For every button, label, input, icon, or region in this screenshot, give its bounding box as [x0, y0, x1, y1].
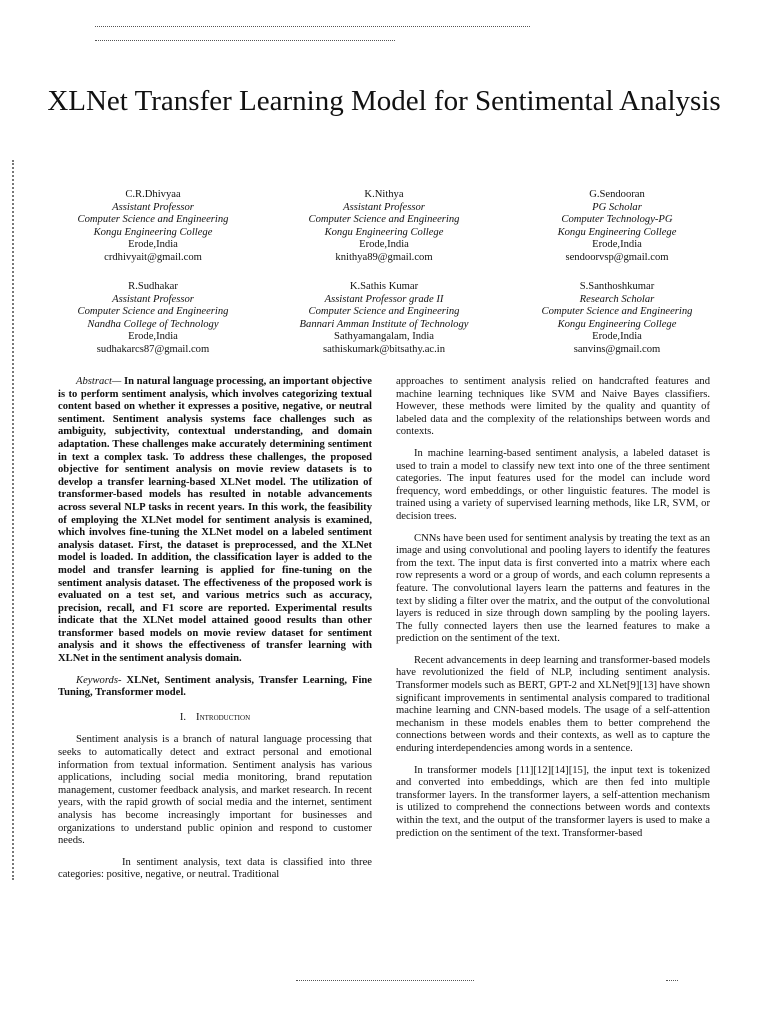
author-name: K.Sathis Kumar	[349, 281, 419, 292]
author-email: sanvins@gmail.com	[573, 343, 661, 355]
author-1	[28, 189, 278, 265]
paper-title: XLNet Transfer Learning Model for Sentimental Analysis	[47, 85, 721, 117]
author-institution: Kongu Engineering College	[93, 226, 213, 238]
author-6	[492, 281, 742, 357]
author-dept: Computer Science and Engineering	[308, 306, 460, 318]
author-institution: Kongu Engineering College	[557, 318, 677, 330]
intro-paragraph-1: Sentiment analysis is a branch of natural language processing that seeks to automatically detect and extract personal and emotional information from textual information. Sentiment analysis has various applications, including social media monitoring, brand reputation management, customer feedback analysis, and market research. In recent years, with the rapid growth of social media and the internet, sentiment analysis has become increasingly important for businesses and organizations to understand public opinion and respond to customer needs.	[58, 734, 372, 847]
right-paragraph-2: In machine learning-based sentiment analysis, a labeled dataset is used to train a model to classify new text into one of the three sentiment categories. The input features used for the model can include word frequency, word embeddings, or other linguistic features. The model is trained using a variety of supervised learning methods, like LR, SVM, or decision trees.	[396, 447, 710, 522]
author-dept: Computer Science and Engineering	[77, 214, 229, 226]
author-name: S.Santhoshkumar	[579, 281, 655, 292]
author-institution: Bannari Amman Institute of Technology	[299, 318, 469, 330]
author-role: Assistant Professor grade II	[324, 293, 444, 305]
header-banner-line-1	[95, 26, 530, 27]
author-role: Assistant Professor	[343, 201, 425, 213]
right-paragraph-3: CNNs have been used for sentiment analysis by treating the text as an image and using convolutional and pooling layers to identify the features from the text. The input data is first converted into a matrix where each row represents a word or a group of words, and each column represents a feature. The convolutional layers learn the patterns and features in the text by sliding a filter over the matrix, and the output of the convolutional layers is reduced in size through down sampling by the pooling layers. The fully connected layers then use the learned features to make a prediction on the sentiment of the text.	[396, 532, 710, 645]
keywords-text: XLNet, Sentiment analysis, Transfer Learning, Fine Tuning, Transformer model.	[58, 674, 372, 699]
author-location: Erode,India	[592, 239, 642, 251]
author-role: Research Scholar	[579, 293, 655, 305]
author-email: sendoorvsp@gmail.com	[565, 251, 669, 263]
footer-page-number	[666, 980, 678, 981]
author-location: Erode,India	[128, 239, 178, 251]
author-name: R.Sudhakar	[128, 281, 178, 292]
intro-paragraph-2: In sentiment analysis, text data is classified into three categories: positive, negative, or neutral. Traditional	[58, 856, 372, 881]
section-title: Introduction	[196, 711, 251, 723]
right-paragraph-4: Recent advancements in deep learning and transformer-based models have revolutionized the field of NLP, including sentiment analysis. Transformer models such as BERT, GPT-2 and XLNet[9][13] have shown significant improvements in sentimental analysis compared to traditional machine learning and CNN-based models. The usage of a self-attention mechanism in these models enables them to better comprehend the connections between words and their contexts, as well as to capture the enduring interdependencies among words in a sentence.	[396, 654, 710, 755]
header-banner-line-2	[95, 40, 395, 41]
author-2	[259, 189, 509, 265]
author-4	[28, 281, 278, 357]
author-location: Erode,India	[128, 331, 178, 343]
author-email: crdhivyait@gmail.com	[104, 251, 202, 263]
author-email: sathiskumark@bitsathy.ac.in	[322, 343, 446, 355]
margin-watermark-strip	[12, 160, 16, 880]
right-paragraph-1: approaches to sentiment analysis relied on handcrafted features and machine learning techniques like SVM and Naive Bayes classifiers. However, these methods were limited by the quality and quantity of labeled data and the complexity of the relationships between words and contexts.	[396, 376, 710, 438]
abstract-lead: Abstract—	[76, 376, 122, 387]
author-name: C.R.Dhivyaa	[125, 189, 181, 200]
right-column	[396, 376, 710, 849]
author-5	[259, 281, 509, 357]
section-heading-introduction	[58, 712, 372, 725]
author-location: Erode,India	[359, 239, 409, 251]
author-location: Sathyamangalam, India	[333, 331, 435, 343]
author-dept: Computer Technology-PG	[561, 214, 673, 226]
author-dept: Computer Science and Engineering	[541, 306, 693, 318]
right-paragraph-5: In transformer models [11][12][14][15], the input text is tokenized and converted into embeddings, which are then fed into multiple transformer layers. In the transformer layers, a self-attention mechanism is utilized to comprehend the connections between words and contexts within the text, and the output of the transformer layers is used to make a prediction on the sentiment of the text. Transformer-based	[396, 764, 710, 839]
author-institution: Nandha College of Technology	[87, 318, 219, 330]
author-dept: Computer Science and Engineering	[77, 306, 229, 318]
author-role: PG Scholar	[592, 201, 642, 213]
author-location: Erode,India	[592, 331, 642, 343]
abstract-text: In natural language processing, an important objective is to perform sentiment analysis, which involves categorizing textual content based on whether it expresses a positive, negative, or neutral sentiment. Sentiment analysis systems face challenges such as ambiguity, subjectivity, contextual understanding, and domain adaptation. These challenges make accurately determining sentiment in text a complex task. To address these challenges, the proposed objective for sentiment analysis on movie review datasets is to develop a transfer learning-based XLNet model. The utilization of transformer-based models has resulted in notable advancements across several NLP tasks in recent years. In this work, the feasibility of employing the XLNet model for sentiment analysis is examined, which involves fine-tuning the XLNet model on a labeled sentiment analysis dataset. First, the dataset is preprocessed, and the XLNet model is loaded. In addition, the classification layer is added to the model and transfer learning is applied for fine-tuning on the sentiment analysis dataset. The effectiveness of the proposed work is evaluated on a test set, and various metrics such as accuracy, precision, recall, and F1 score are reported. Experimental results indicate that the XLNet model attained goood results than other transformer based models on movie review dataset for sentiment analysis and it shows the effectiveness of transfer learning with XLNet in the sentiment analysis domain.	[58, 376, 372, 665]
author-dept: Computer Science and Engineering	[308, 214, 460, 226]
author-email: sudhakarcs87@gmail.com	[96, 343, 210, 355]
author-name: K.Nithya	[364, 189, 404, 200]
keywords-lead: Keywords-	[76, 674, 122, 686]
left-column	[58, 376, 372, 891]
author-3	[492, 189, 742, 265]
footer-copyright-line	[296, 980, 474, 981]
section-number: I.	[179, 711, 187, 723]
author-email: knithya89@gmail.com	[335, 251, 433, 263]
abstract	[58, 376, 372, 666]
keywords	[58, 675, 372, 700]
author-role: Assistant Professor	[112, 293, 194, 305]
author-institution: Kongu Engineering College	[324, 226, 444, 238]
author-name: G.Sendooran	[589, 189, 645, 200]
author-role: Assistant Professor	[112, 201, 194, 213]
author-institution: Kongu Engineering College	[557, 226, 677, 238]
